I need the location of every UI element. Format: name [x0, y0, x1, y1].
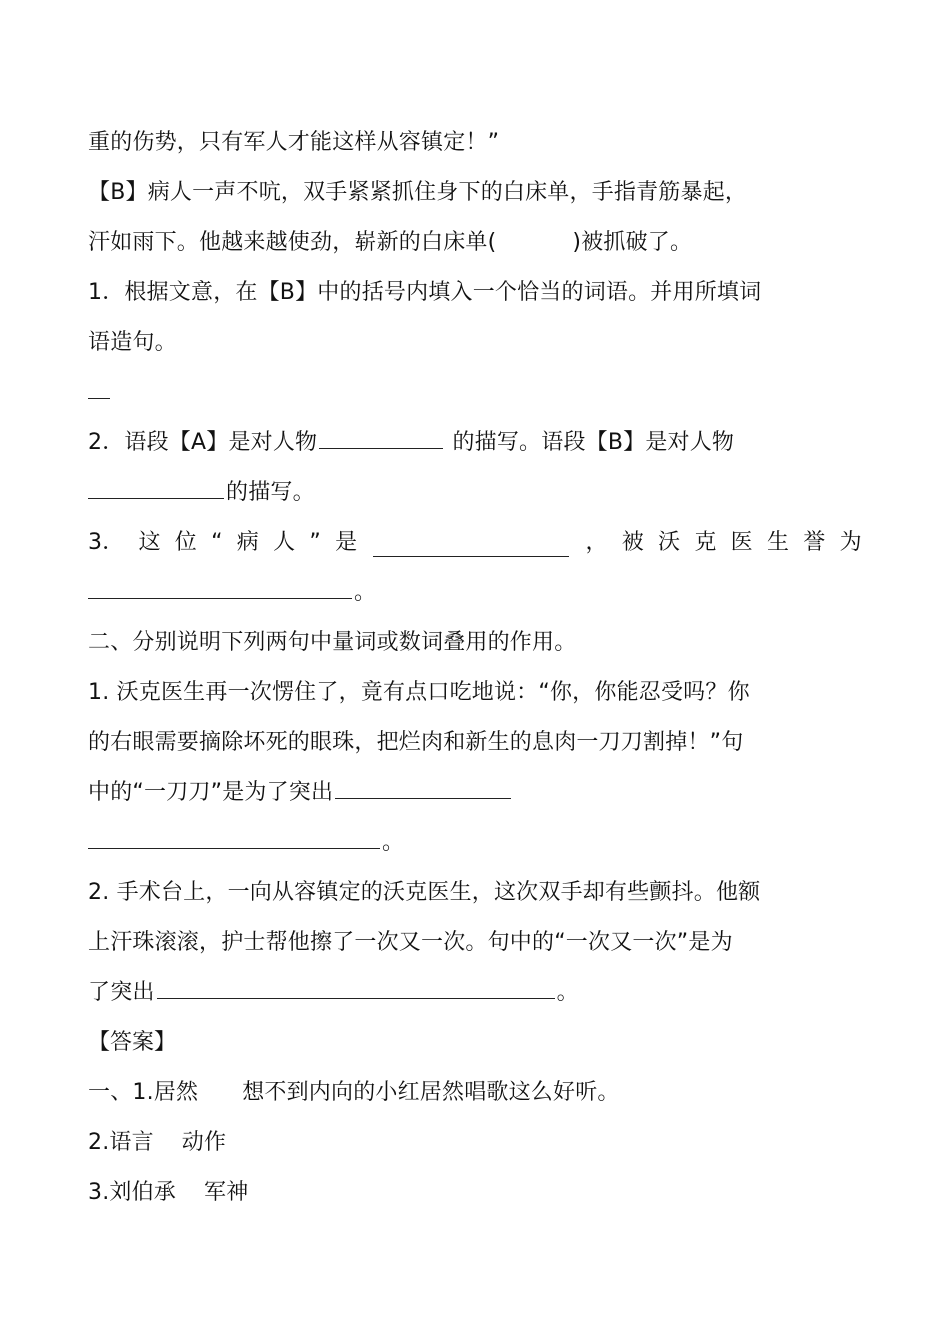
- answer-2-label: 2.语言: [88, 1130, 154, 1155]
- question-2-text-b: 的描写。语段【B】是对人物: [445, 430, 735, 455]
- question-1-line-1: [88, 268, 862, 318]
- s2-question-1-line-3: [88, 768, 862, 818]
- q3-char: 人: [273, 530, 296, 555]
- q3-char: 沃: [658, 530, 681, 555]
- question-1-text: 1．根据文意，在【B】中的括号内填入一个恰当的词语。并用所填词: [88, 280, 762, 305]
- q3-char: 誉: [803, 530, 826, 555]
- answer-1-sentence: 想不到内向的小红居然唱歌这么好听。: [242, 1080, 620, 1105]
- s2-question-2-line-3: [88, 968, 862, 1018]
- answer-blank-s2q1-a[interactable]: [335, 772, 511, 799]
- answer-1: [88, 1068, 862, 1118]
- answer-blank-s2q1-b[interactable]: [88, 822, 380, 849]
- paragraph-b-line-1: [88, 168, 862, 218]
- question-2-text-c: 的描写。: [226, 480, 315, 505]
- answer-2-value: 动作: [181, 1130, 227, 1155]
- answer-blank-title[interactable]: [88, 572, 352, 599]
- q3-char: 克: [694, 530, 717, 555]
- question-2-line-1: [88, 418, 862, 468]
- s2-question-1-end: 。: [382, 830, 405, 855]
- answers-title: 【答案】: [88, 1030, 177, 1055]
- paragraph-b-text-after-blank: )被抓破了。: [572, 230, 693, 255]
- s2-question-2-line-2: [88, 918, 862, 968]
- document-page: [88, 118, 862, 1218]
- s2-question-1-text-end: 中的“一刀刀”是为了突出: [88, 780, 334, 805]
- q3-char: 这: [138, 530, 161, 555]
- q3-char: 医: [730, 530, 753, 555]
- answer-blank-s2q2[interactable]: [157, 972, 555, 999]
- s2-question-1-text: 1. 沃克医生再一次愣住了，竟有点口吃地说：“你，你能忍受吗？你: [88, 680, 750, 705]
- question-3-line-1: [88, 518, 862, 568]
- q3-char: 3．: [88, 530, 125, 555]
- s2-question-2-text: 2. 手术台上，一向从容镇定的沃克医生，这次双手却有些颤抖。他额: [88, 880, 761, 905]
- s2-question-2-text-cont: 上汗珠滚滚，护士帮他擦了一次又一次。句中的“一次又一次”是为: [88, 930, 733, 955]
- q3-char: ”: [309, 530, 321, 555]
- answer-blank-b[interactable]: [88, 472, 224, 499]
- s2-question-1-line-2: [88, 718, 862, 768]
- s2-question-2-line-1: [88, 868, 862, 918]
- answer-1-label: 一、1.居然: [88, 1080, 199, 1105]
- question-2-text-a: 2．语段【A】是对人物: [88, 430, 318, 455]
- question-1-answer-line: [88, 368, 862, 418]
- s2-question-1-line-4: [88, 818, 862, 868]
- q3-char: 为: [839, 530, 862, 555]
- question-3-end: 。: [354, 580, 377, 605]
- passage-line: [88, 118, 862, 168]
- q3-char: ，: [585, 530, 608, 555]
- question-3-line-2: [88, 568, 862, 618]
- passage-text: 重的伤势，只有军人才能这样从容镇定！”: [88, 130, 500, 155]
- section-2-heading-text: 二、分别说明下列两句中量词或数词叠用的作用。: [88, 630, 577, 655]
- paragraph-b-text-before-blank: 汗如雨下。他越来越使劲，崭新的白床单(: [88, 230, 497, 255]
- s2-question-1-text-cont: 的右眼需要摘除坏死的眼珠，把烂肉和新生的息肉一刀刀割掉！”句: [88, 730, 744, 755]
- q3-char: “: [211, 530, 223, 555]
- q3-char: 是: [335, 530, 358, 555]
- answer-3-label: 3.刘伯承: [88, 1180, 176, 1205]
- answer-2: [88, 1118, 862, 1168]
- answer-blank-person[interactable]: [373, 530, 569, 557]
- question-1-line-2: [88, 318, 862, 368]
- answer-3-value: 军神: [204, 1180, 249, 1205]
- answer-blank[interactable]: [88, 372, 110, 399]
- q3-char: 位: [174, 530, 197, 555]
- answer-3: [88, 1168, 862, 1218]
- s2-question-2-end: 。: [556, 980, 579, 1005]
- paragraph-b-line-2: [88, 218, 862, 268]
- answer-blank-a[interactable]: [319, 422, 443, 449]
- section-2-heading: [88, 618, 862, 668]
- answers-heading: [88, 1018, 862, 1068]
- s2-question-1-line-1: [88, 668, 862, 718]
- q3-char: 病: [236, 530, 259, 555]
- q3-char: 生: [766, 530, 790, 555]
- q3-char: 被: [621, 530, 644, 555]
- question-2-line-2: [88, 468, 862, 518]
- s2-question-2-text-end: 了突出: [88, 980, 155, 1005]
- question-1-text-cont: 语造句。: [88, 330, 177, 355]
- paragraph-b-text: 【B】病人一声不吭，双手紧紧抓住身下的白床单，手指青筋暴起，: [88, 180, 748, 205]
